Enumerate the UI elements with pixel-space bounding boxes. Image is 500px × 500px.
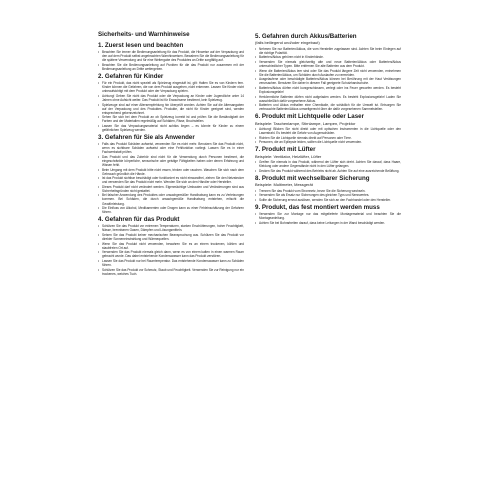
section xyxy=(255,146,401,172)
bullet-item: • Batterien/Akkus gehören nicht in Kinderhände. xyxy=(255,55,401,59)
bullet-item: • Achtung! Geben Sie nicht das Produkt oder die Verpackung an Kinder oder Jugendliche unter 14 Jahren ohne Aufsicht weiter. Das Produkt ist für Erwachsene bestimmt, kein Spielzeug. xyxy=(98,94,244,102)
bullet-item: • Decken Sie das Produkt während des Betriebs nicht ab. Achten Sie auf eine ausreichende Belüftung. xyxy=(255,169,401,173)
bullet-item: • Für ein Produkt, das nicht speziell als Spielzeug eingestuft ist, gilt: Halten Sie es von Kindern fern. Kinder können die Gefahren, die von dem Produkt ausgehen, nicht erkennen. Lassen Sie Kinder nicht unbeaufsichtigt mit dem Produkt oder der Verpackung spielen. xyxy=(98,81,244,93)
section-heading: 4. Gefahren für das Produkt xyxy=(98,216,180,224)
bullet-item: • Setzen Sie das Produkt keiner mechanischen Beanspruchung aus. Schützen Sie das Produkt vor direkter Sonneneinstrahlung und Wärmequellen. xyxy=(98,233,244,241)
section xyxy=(255,113,401,144)
bullet-item: • Das Produkt und das Zubehör sind nicht für die Verwendung durch Personen bestimmt, die eingeschränkte körperliche, sensorische oder geistige Fähigkeiten haben oder denen Erfahrung und Wissen fehlt. xyxy=(98,155,244,167)
bullet-list xyxy=(255,212,401,225)
section xyxy=(255,175,401,202)
bullet-list xyxy=(255,47,401,112)
section-subheading: Beispiele: Multimeter, Messgerät xyxy=(255,182,313,188)
right-column xyxy=(255,31,401,227)
bullet-item: • Schützen Sie das Produkt vor extremen Temperaturen, starken Erschütterungen, hoher Feuchtigkeit, Nässe, brennbaren Gasen, Dämpfen und Lösungsmitteln. xyxy=(98,224,244,232)
bullet-item: • Lassen Sie das Produkt nur bei Raumtemperatur. Das entstehende Kondenswasser kann zu Schäden führen. xyxy=(98,259,244,267)
bullet-item: • Beim Umgang mit dem Produkt bitte nicht essen, trinken oder rauchen. Waschen Sie sich nach dem Gebrauch gründlich die Hände. xyxy=(98,168,244,176)
bullet-item: • Ausgelaufene oder beschädigte Batterien/Akkus können bei Berührung mit der Haut Verätzungen verursachen. Benutzen Sie daher in diesem Fall geeignete Schutzhandschuhe. xyxy=(255,77,401,85)
bullet-item: • Schützen Sie das Produkt vor Schmutz, Staub und Feuchtigkeit. Verwenden Sie zur Reinigung nur ein trockenes, weiches Tuch. xyxy=(98,268,244,276)
section-heading: 6. Produkt mit Lichtquelle oder Laser xyxy=(255,113,364,121)
bullet-item: • Personen, die an Epilepsie leiden, sollten die Lichtquelle nicht verwenden. xyxy=(255,140,401,144)
bullet-item: • Spielzeuge sind auf einer Altersempfehlung hin überprüft worden. Achten Sie auf die Altersangaben auf der Verpackung und des Produktes. Produkte, die nicht für Kinder geeignet sind, werden entsprechend gekennzeichnet. xyxy=(98,103,244,115)
bullet-item: • Wenn Sie das Produkt nicht verwenden, bewahren Sie es an einem trockenen, kühlen und staubfreien Ort auf. xyxy=(98,242,244,250)
bullet-item: • Die Einfluss von Alkohol, Medikamenten oder Drogen kann zu einer Fehleinschätzung der Gefahren führen. xyxy=(98,206,244,214)
bullet-item: • Lassen Sie das Verpackungsmaterial nicht achtlos liegen – es könnte für Kinder zu einem gefährlichen Spielzeug werden. xyxy=(98,124,244,132)
bullet-item: • Verwenden Sie niemals gleichzeitig alte und neue Batterien/Akkus oder Batterien/Akkus unterschiedlicher Typen. Bitte entfernen Sie alte Batterien aus dem Produkt. xyxy=(255,60,401,68)
bullet-item: • Dieses Produkt darf nicht verändert werden. Eigenmächtige Umbauten und Veränderungen sind aus Sicherheitsgründen nicht gestattet. xyxy=(98,185,244,193)
bullet-item: • Falls das Produkt Schäden aufweist, verwenden Sie es nicht mehr. Benutzen Sie das Produkt nicht, wenn es sichtbare Schäden aufweist oder eine Fehlfunktion vorliegt. Lassen Sie es in einer Fachwerkstatt prüfen. xyxy=(98,142,244,154)
bullet-item: • Verwenden Sie zur Montage nur das mitgelieferte Montagematerial und beachten Sie die Montageanleitung. xyxy=(255,212,401,220)
bullet-item: • Verwenden Sie als Ersatz nur Sicherungen des gleichen Typs und Nennwertes. xyxy=(255,193,401,197)
section xyxy=(98,73,244,132)
bullet-item: • Beachten Sie die Bedienungsanleitung auf Punkten für die das Produkt nur zusammen mit der Bedienungsanleitung an Dritte weitergeben. xyxy=(98,63,244,71)
bullet-item: • Nehmen Sie nur Batterien/Akkus, die vom Hersteller zugelassen sind. Achten Sie beim Einlegen auf die richtige Polarität. xyxy=(255,47,401,55)
bullet-item: • Bei falscher Anwendung des Produktes oder unsachgemäßer Handhabung kann es zu Verletzungen kommen. Bei Schäden, die durch unsachgemäße Handhabung entstehen, erlischt die Gewährleistung. xyxy=(98,193,244,205)
section-heading: 5. Gefahren durch Akkus/Batterien xyxy=(255,33,357,40)
bullet-item: • Achten Sie bei Bohrarbeiten darauf, dass keine Leitungen in der Wand beschädigt werden. xyxy=(255,221,401,225)
bullet-list xyxy=(98,50,244,71)
bullet-item: • Sehen Sie sich bei dem Produkt an ob Spielzeug korrekt ist und prüfen Sie die Beständigkeit der Farben und der Materialien regelmäßig auf Schäden, Risse, Bruchstellen. xyxy=(98,115,244,123)
bullet-list xyxy=(255,160,401,173)
left-column xyxy=(98,40,244,278)
section xyxy=(98,216,244,276)
section-subheading: (falls beiliegend und/oder eingebaut) xyxy=(255,40,320,46)
bullet-list xyxy=(255,189,401,202)
bullet-item: • Greifen Sie niemals in das Produkt, während der Lüfter sich dreht. Achten Sie darauf, dass Haare, Kleidung oder andere Gegenstände nicht in den Lüfter gelangen. xyxy=(255,160,401,168)
bullet-item: • Herkömmliche Batterien dürfen nicht aufgeladen werden. Es besteht Explosionsgefahr! Laden Sie ausschließlich dafür vorgesehene Akkus. xyxy=(255,95,401,103)
bullet-list xyxy=(98,81,244,132)
section-subheading: Beispiele: Ventilator, Heizlüfter, Lüfter xyxy=(255,153,322,159)
bullet-item: • Ist das Produkt sichtbar beschädigt oder funktioniert es nicht einwandfrei, ziehen Sie den Netzstecker und verwenden Sie das Produkt nicht mehr. Wenden Sie sich an den Händler oder Hersteller. xyxy=(98,176,244,184)
section xyxy=(98,42,244,71)
section-heading: 3. Gefahren für Sie als Anwender xyxy=(98,133,195,141)
bullet-item: • Batterien/Akkus dürfen nicht kurzgeschlossen, zerlegt oder ins Feuer geworfen werden. Es besteht Explosionsgefahr! xyxy=(255,86,401,94)
section xyxy=(98,134,244,214)
bullet-list xyxy=(98,224,244,275)
bullet-list xyxy=(98,142,244,214)
bullet-item: • Verwenden Sie das Produkt niemals gleich dann, wenn es von einem kalten in einen warmen Raum gebracht wurde. Das dabei entstehende Kondenswasser kann das Produkt zerstören. xyxy=(98,250,244,258)
section xyxy=(255,33,401,111)
bullet-item: • Batterien und Akkus enthalten eine Chemikalie, die schädlich für die Umwelt ist. Entsorgen Sie verbrauchte Batterien/Akkus umweltgerecht über die dafür vorgesehenen Sammelstellen. xyxy=(255,103,401,111)
section-heading: 7. Produkt mit Lüfter xyxy=(255,146,316,154)
bullet-list xyxy=(255,127,401,144)
document-title: Sicherheits- und Warnhinweise xyxy=(98,31,190,38)
bullet-item: • Trennen Sie das Produkt vom Stromnetz, bevor Sie die Sicherung wechseln. xyxy=(255,189,401,193)
section-heading: 9. Produkt, das fest montiert werden muss xyxy=(255,203,380,211)
bullet-item: • Beachten Sie immer die Bedienungsanleitung für das Produkt, die Hinweise auf der Verpackung und den auf dem Produkt selbst angebrachten Warnhinweisen. Bewahren Sie die Bedienungsanleitung für die spätere Verwendung und für eine Weitergabe des Produktes an Dritte sorgfältig auf. xyxy=(98,50,244,62)
section-heading: 2. Gefahren für Kinder xyxy=(98,72,164,80)
bullet-item: • Wenn die Batterien/Akkus leer sind oder Sie das Produkt längere Zeit nicht verwenden, entnehmen Sie die Batterien/Akkus, um Schäden durch Auslaufen zu vermeiden. xyxy=(255,69,401,77)
section xyxy=(255,204,401,225)
bullet-item: • Achtung! Blicken Sie nicht direkt oder mit optischen Instrumenten in die Lichtquelle oder den Laserstrahl. Es besteht die Gefahr von Augenschäden. xyxy=(255,127,401,135)
bullet-item: • Richten Sie die Lichtquelle niemals direkt auf Personen oder Tiere. xyxy=(255,136,401,140)
section-subheading: Beispiele: Taschenlampe, Stirnlampe, Lampen, Projektor xyxy=(255,120,356,126)
section-heading: 1. Zuerst lesen und beachten xyxy=(98,42,184,49)
bullet-item: • Sollte die Sicherung erneut auslösen, wenden Sie sich an den Fachhandel oder den Hersteller. xyxy=(255,198,401,202)
section-heading: 8. Produkt mit wechselbarer Sicherung xyxy=(255,174,370,182)
